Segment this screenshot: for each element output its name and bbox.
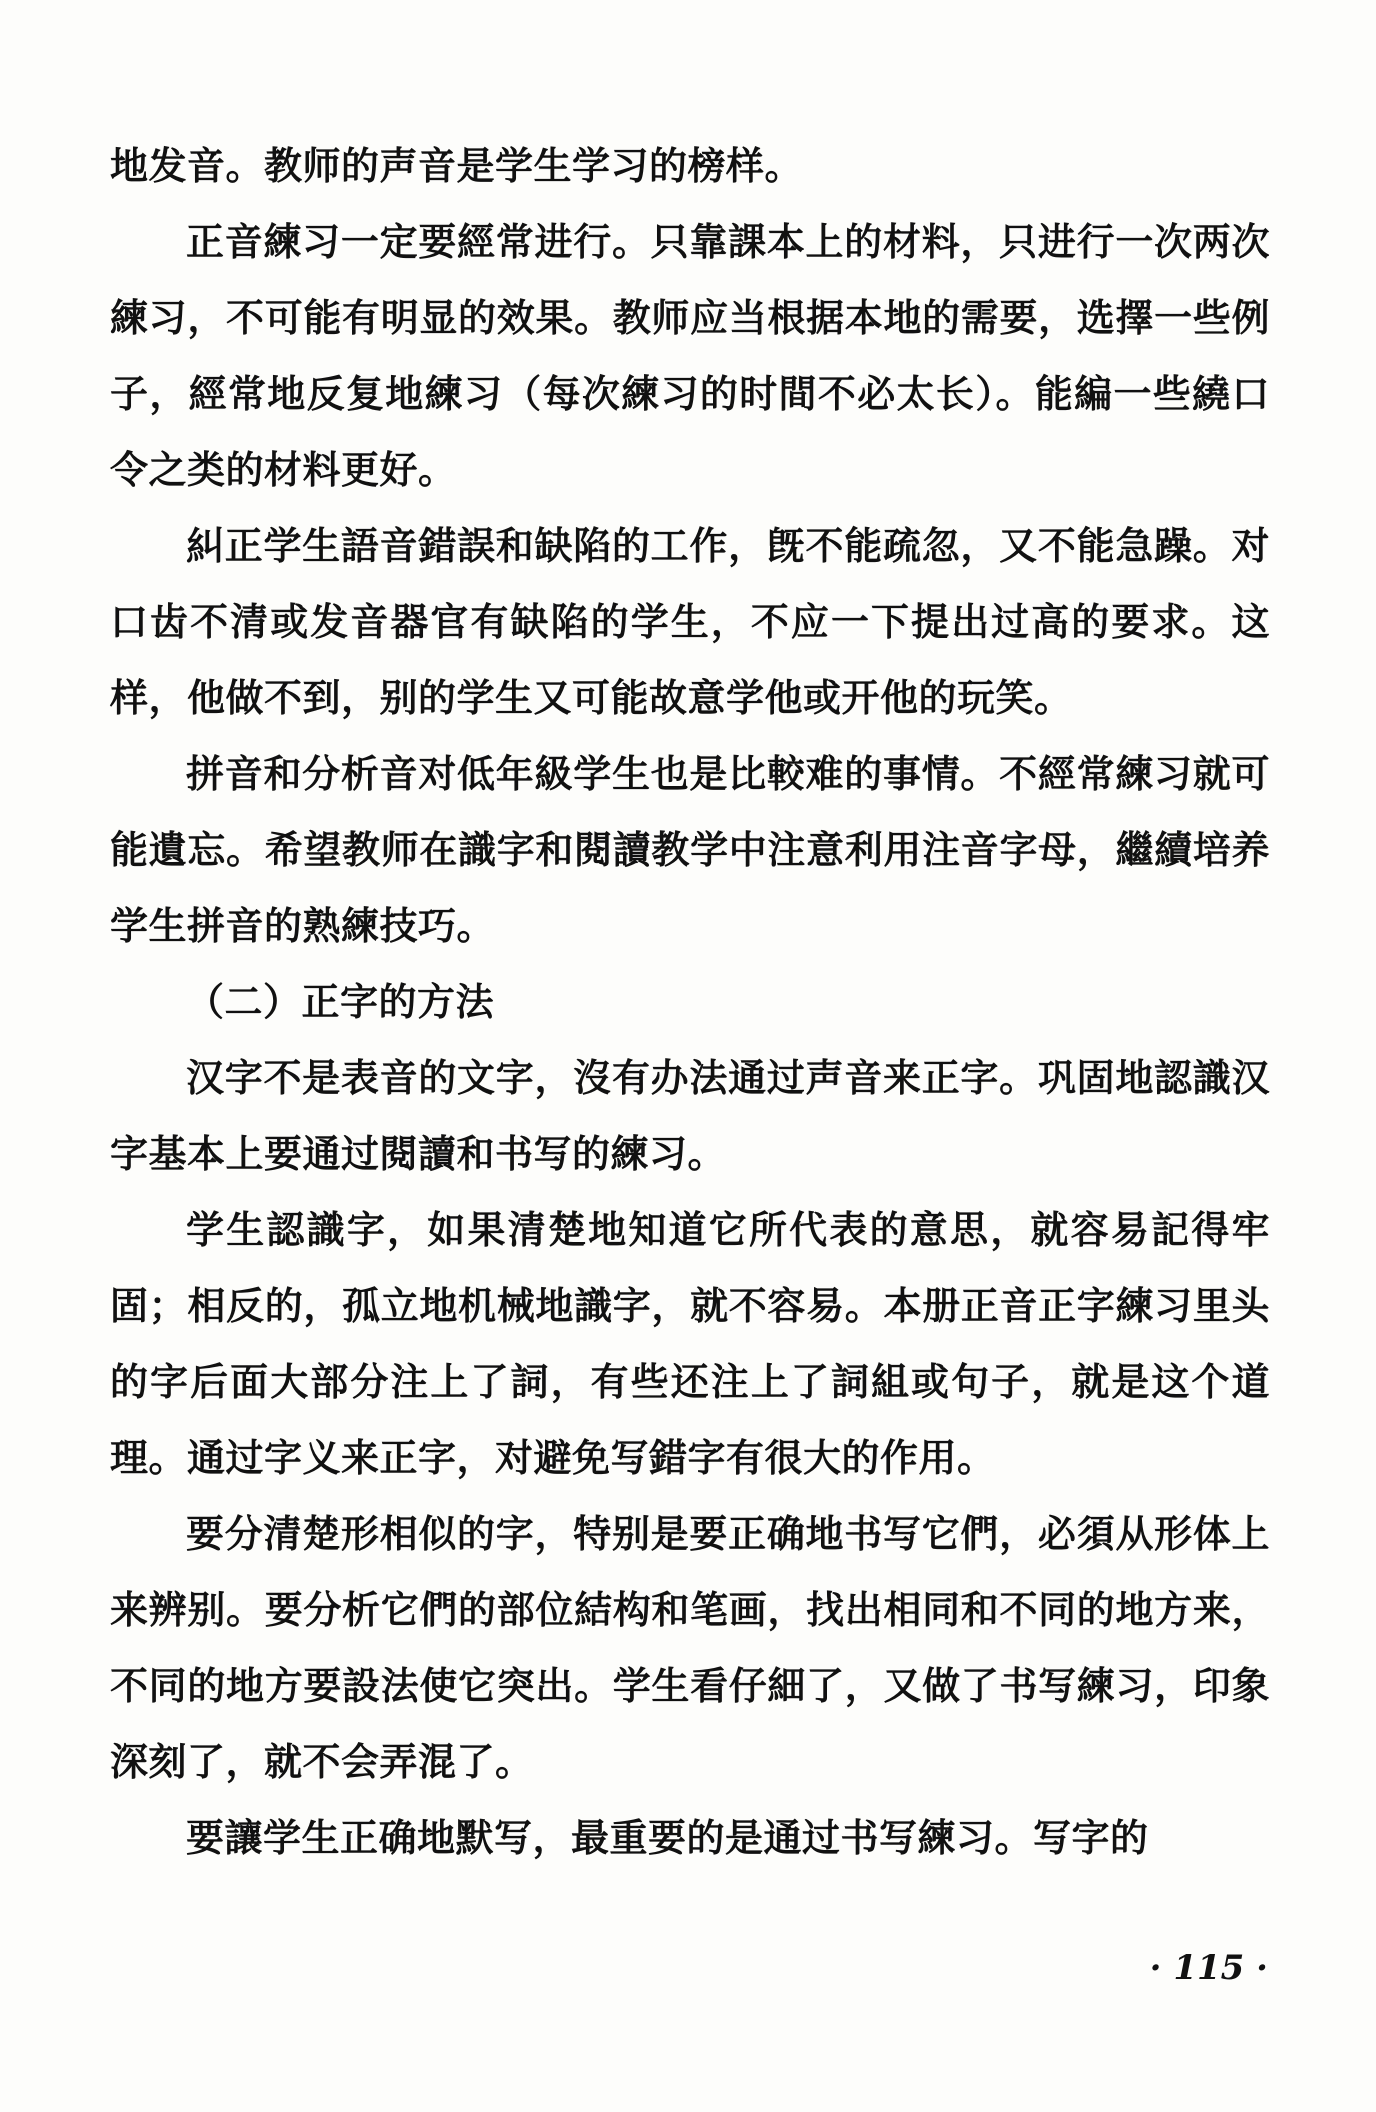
body-text (110, 128, 1270, 1876)
paragraph-6: 学生認識字，如果清楚地知道它所代表的意思，就容易記得牢固；相反的，孤立地机械地識字，就不容易。本册正音正字練习里头的字后面大部分注上了詞，有些还注上了詞組或句子，就是这个道理。通过字义来正字，对避免写錯字有很大的作用。 (110, 1207, 1270, 1480)
page-number: · 115 · (1149, 1948, 1268, 1988)
paragraph-8: 要讓学生正确地默写，最重要的是通过书写練习。写字的 (186, 1815, 1149, 1860)
paragraph-3: 糾正学生語音錯誤和缺陷的工作，旣不能疏忽，又不能急躁。对口齿不清或发音器官有缺陷的学生，不应一下提出过高的要求。这样，他做不到，别的学生又可能故意学他或开他的玩笑。 (110, 523, 1270, 720)
paragraph-5: 汉字不是表音的文字，沒有办法通过声音来正字。巩固地認識汉字基本上要通过閱讀和书写的練习。 (110, 1055, 1270, 1176)
paragraph-2: 正音練习一定要經常进行。只靠課本上的材料，只进行一次两次練习，不可能有明显的效果。教师应当根据本地的需要，选擇一些例子，經常地反复地練习（每次練习的时間不必太长）。能編一些繞口令之类的材料更好。 (110, 219, 1270, 492)
paragraph-1: 地发音。教师的声音是学生学习的榜样。 (110, 143, 804, 188)
paragraph-7: 要分清楚形相似的字，特别是要正确地书写它們，必須从形体上来辨别。要分析它們的部位結构和笔画，找出相同和不同的地方来，不同的地方要設法使它突出。学生看仔細了，又做了书写練习，印象深刻了，就不会弄混了。 (110, 1511, 1270, 1784)
section-heading: （二）正字的方法 (186, 979, 495, 1024)
paragraph-4: 拼音和分析音对低年級学生也是比較难的事情。不經常練习就可能遺忘。希望教师在識字和閱讀教学中注意利用注音字母，繼續培养学生拼音的熟練技巧。 (110, 751, 1270, 948)
